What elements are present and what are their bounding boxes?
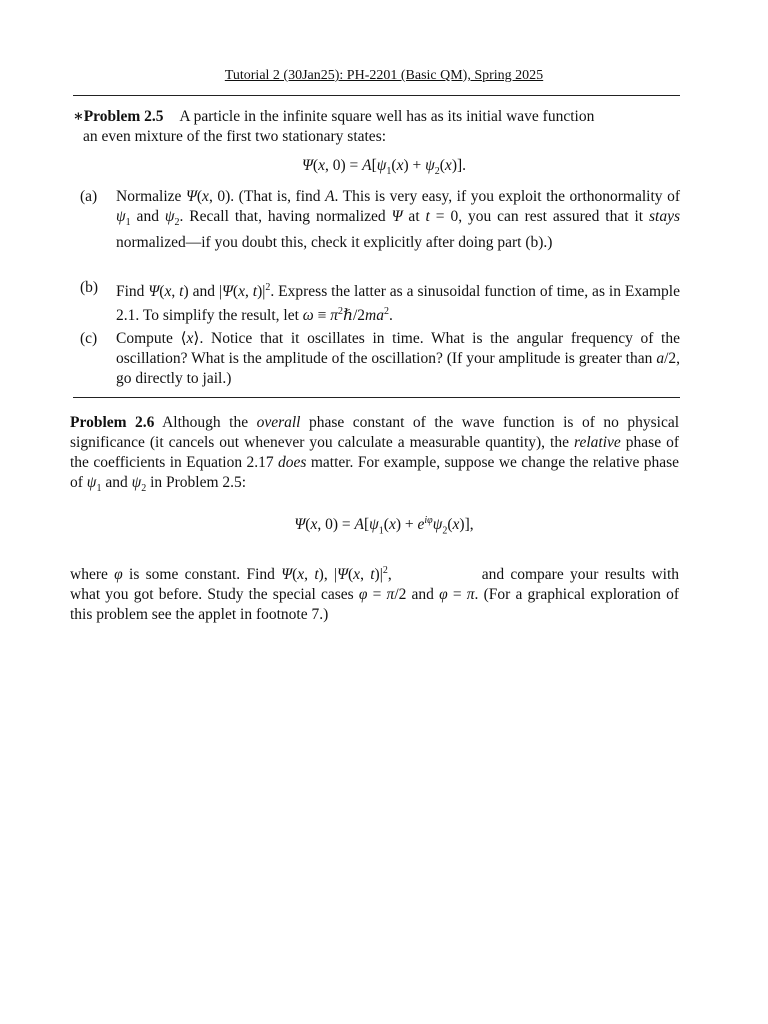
page-header: Tutorial 2 (30Jan25): PH-2201 (Basic QM), Spring 2025	[224, 68, 544, 83]
part-c-label: (c)	[80, 330, 98, 347]
problem-2-5-intro: A particle in the infinite square well has as its initial wave function	[179, 108, 595, 125]
problem-2-6-body-part2: and compare your results with what you got before. Study the special cases φ = π/2 and φ = π. (For a graphical exploration of this problem see the applet in footnote 7.)	[70, 566, 680, 624]
part-a-label: (a)	[80, 188, 98, 205]
problem-2-5-heading: Problem 2.5	[83, 108, 164, 125]
problem-2-5-equation: Ψ(x, $0) = A[\psi_1(x) + \psi_2(x)]$.	[301, 157, 467, 178]
part-b-text: Find Ψ(x, t) and |Ψ(x, $t)|^2$. Express the latter as a sinusoidal function of time, as in Example 2.1. To simplify the result, let $\omega \equiv \pi^2\hbar/2ma^2$.	[116, 282, 680, 325]
problem-2-6-body-part1: where φ is some constant. Find Ψ(x, t), |Ψ(x, $t)|^2$,	[70, 565, 392, 584]
problem-2-5-part-a	[80, 187, 680, 253]
bottom-divider	[73, 397, 680, 398]
problem-2-6-heading: Problem 2.6	[70, 414, 155, 431]
problem-2-5-intro-block: ∗Problem 2.5 A particle in the infinite square well has as its initial wave function an even mixture of the first two stationary states:	[73, 108, 595, 145]
part-a-text: Normalize Ψ(x, 0). (That is, find A. This is very easy, if you exploit the orthonormality of $\psi_1$ and $\psi_2$. Recall that, having normalized Ψ at t = 0, you can rest assured that it stays normalized—if you doubt this, check it explicitly after doing part (b).)	[116, 188, 680, 252]
top-divider	[73, 95, 680, 96]
problem-2-5-part-b	[80, 278, 680, 326]
problem-2-6-intro: Although the overall phase constant of the wave function is of no physical significance (it cancels out whenever you calculate a measurable quantity), the relative phase of the coefficients in Equation 2.17 does matter. For example, suppose we change the relative phase of $\psi_1$ and $\psi_2$ in Problem 2.5:	[70, 414, 680, 495]
part-b-label: (b)	[80, 279, 99, 296]
problem-2-6-equation: Ψ(x, $0) = A[\psi_1(x) + e^{i\varphi}\psi_2(x)]$,	[294, 515, 474, 537]
problem-2-6-intro-block	[70, 413, 679, 499]
part-c-text: Compute ⟨x⟩. Notice that it oscillates in time. What is the angular frequency of the oscillation? What is the amplitude of the oscillation? (If your amplitude is greater than a/2, go directly to jail.)	[116, 330, 680, 387]
problem-2-6-body	[70, 561, 679, 625]
starred-marker: ∗	[73, 108, 84, 125]
problem-2-5-part-c	[80, 329, 680, 389]
